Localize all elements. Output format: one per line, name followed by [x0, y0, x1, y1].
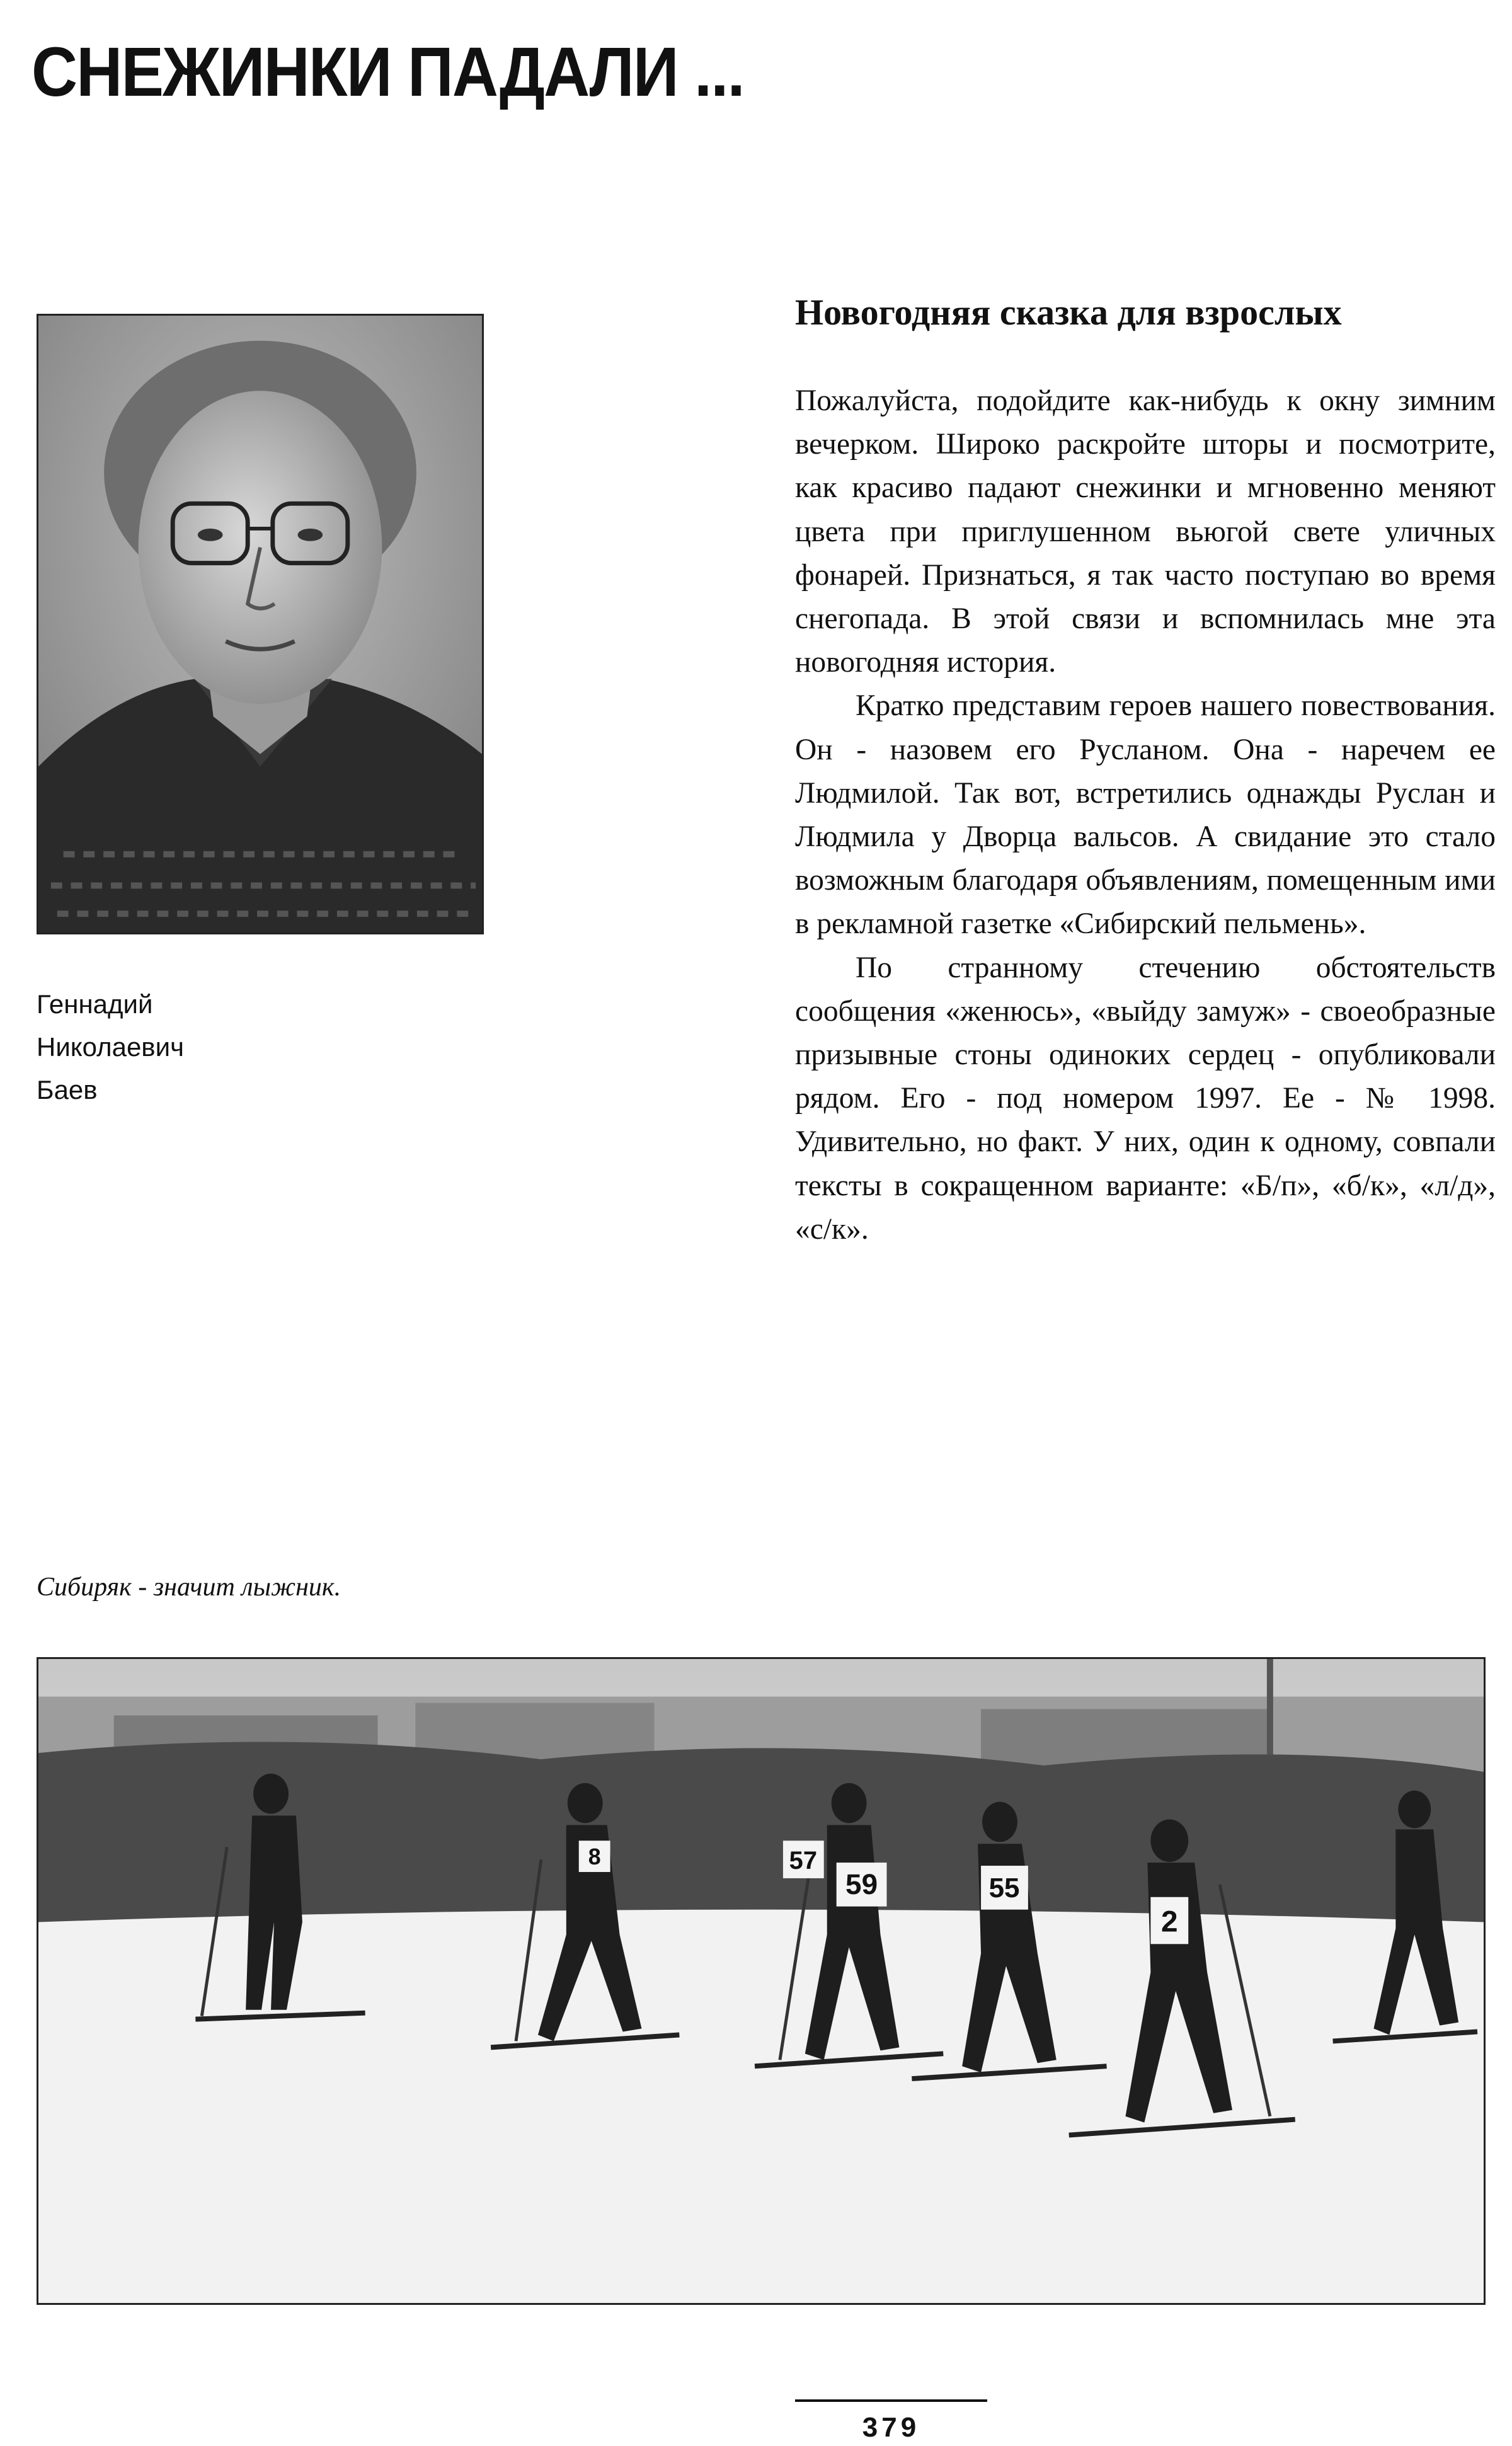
article-subtitle: Новогодняя сказка для взрослых [795, 292, 1342, 333]
author-portrait-photo [37, 314, 484, 934]
photo-caption: Сибиряк - значит лыжник. [37, 1573, 341, 1602]
author-patronymic: Николаевич [37, 1032, 184, 1062]
article-paragraph-1: Пожалуйста, подойдите как-нибудь к окну зимним вечерком. Широко раскройте шторы и посмотрите, как красиво падают снежинки и мгновенно меняют цвета при приглушенном вьюгой свете уличных фонарей. Признаться, я так часто поступаю во время снегопада. В этой связи и вспомнилась мне эта новогодняя история. [795, 384, 1496, 679]
author-first-name: Геннадий [37, 989, 153, 1019]
bib-1-number: 8 [588, 1844, 601, 1870]
page-number: 379 [862, 2412, 920, 2443]
bib-2-number: 57 [789, 1847, 818, 1875]
skiers-photo [37, 1657, 1486, 2305]
article-paragraph-2: Кратко представим героев нашего повествования. Он - назовем его Русланом. Она - наречем ее Людмилой. Так вот, встретились однажды Руслан и Людмила у Дворца вальсов. А свидание это стало возможным благодаря объявлениям, помещенным ими в рекламной газетке «Сибирский пельмень». [795, 689, 1496, 941]
author-name [37, 983, 184, 1111]
bib-4-number: 55 [988, 1872, 1020, 1903]
bib-3-number: 59 [845, 1868, 878, 1900]
article-body [795, 379, 1496, 1251]
author-last-name: Баев [37, 1075, 98, 1105]
footer-rule [795, 2399, 987, 2402]
bib-5-number: 2 [1160, 1905, 1178, 1939]
page-title: СНЕЖИНКИ ПАДАЛИ ... [32, 33, 744, 111]
article-paragraph-3: По странному стечению обстоятельств сообщения «женюсь», «выйду замуж» - своеобразные призывные стоны одиноких сердец - опубликовали рядом. Его - под номером 1997. Ее - № 1998. Удивительно, но факт. У них, один к одному, совпали тексты в сокращенном варианте: «Б/п», «б/к», «л/д», «с/к». [795, 951, 1496, 1246]
